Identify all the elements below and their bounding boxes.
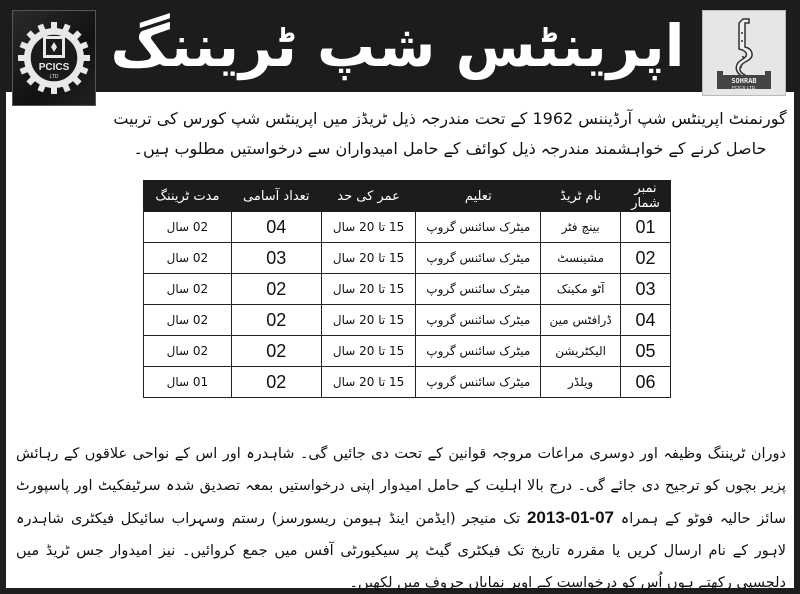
cell-age: 15 تا 20 سال	[321, 274, 416, 305]
svg-text:PCICS LTD.: PCICS LTD.	[731, 85, 757, 90]
cell-age: 15 تا 20 سال	[321, 367, 416, 398]
cell-posts: 02	[231, 336, 321, 367]
intro-line-1: گورنمنٹ اپرینٹس شپ آرڈیننس 1962 کے تحت مندرجہ ذیل ٹریڈز میں اپرینٹس شپ کورس کی تربیت	[113, 109, 787, 128]
header-duration: مدت ٹریننگ	[144, 181, 232, 212]
table-row	[144, 212, 671, 243]
svg-text:SOHRAB: SOHRAB	[731, 77, 757, 85]
cell-posts: 02	[231, 305, 321, 336]
intro-line-2: حاصل کرنے کے خواہشمند مندرجہ ذیل کوائف کے حامل امیدواران سے درخواستیں مطلوب ہیں۔	[133, 139, 767, 158]
pcics-logo	[12, 10, 96, 106]
svg-text:LTD: LTD	[49, 74, 59, 80]
cell-serial: 02	[621, 243, 671, 274]
header-trade: نام ٹریڈ	[541, 181, 621, 212]
gear-icon	[16, 20, 92, 96]
cell-posts: 03	[231, 243, 321, 274]
cell-education: میٹرک سائنس گروپ	[416, 274, 541, 305]
cell-serial: 01	[621, 212, 671, 243]
cell-trade: ڈرافٹس مین	[541, 305, 621, 336]
trades-table-container	[143, 180, 671, 398]
table-row	[144, 243, 671, 274]
cell-duration: 01 سال	[144, 367, 232, 398]
cell-duration: 02 سال	[144, 212, 232, 243]
trades-table	[143, 180, 671, 398]
header-banner	[0, 0, 800, 92]
cell-age: 15 تا 20 سال	[321, 336, 416, 367]
terms-paragraph	[16, 438, 786, 594]
header-serial: نمبر شمار	[621, 181, 671, 212]
intro-paragraph	[110, 104, 790, 164]
sohrab-logo	[702, 10, 786, 96]
cell-trade: الیکٹریشن	[541, 336, 621, 367]
cell-posts: 02	[231, 367, 321, 398]
table-row	[144, 367, 671, 398]
table-row	[144, 274, 671, 305]
cell-age: 15 تا 20 سال	[321, 212, 416, 243]
cell-duration: 02 سال	[144, 274, 232, 305]
cell-trade: مشینسٹ	[541, 243, 621, 274]
terms-text-part-2: تک منیجر (ایڈمن اینڈ ہیومن ریسورسز) رستم وسہراب سائیکل فیکٹری شاہدرہ لاہور کے نام ارسال کریں یا مقررہ تاریخ تک فیکٹری گیٹ پر سیکیورٹی آفس میں جمع کروائیں۔ نیز امیدوار جس ٹریڈ میں دلچسپی رکھتے ہوں اُس کو درخواست کے اوپر نمایاں حروف میں لکھیں۔	[16, 511, 786, 591]
cell-age: 15 تا 20 سال	[321, 243, 416, 274]
table-header-row	[144, 181, 671, 212]
seahorse-icon	[709, 13, 779, 93]
cell-duration: 02 سال	[144, 336, 232, 367]
cell-duration: 02 سال	[144, 243, 232, 274]
cell-serial: 06	[621, 367, 671, 398]
svg-text:PCICS: PCICS	[38, 62, 70, 73]
cell-trade: ویلڈر	[541, 367, 621, 398]
cell-education: میٹرک سائنس گروپ	[416, 305, 541, 336]
cell-trade: بینچ فٹر	[541, 212, 621, 243]
cell-duration: 02 سال	[144, 305, 232, 336]
cell-education: میٹرک سائنس گروپ	[416, 212, 541, 243]
header-age: عمر کی حد	[321, 181, 416, 212]
cell-serial: 04	[621, 305, 671, 336]
table-row	[144, 305, 671, 336]
cell-education: میٹرک سائنس گروپ	[416, 336, 541, 367]
deadline-date: 07-01-2013	[526, 508, 614, 527]
terms-text-part-1: دوران ٹریننگ وظیفہ اور دوسری مراعات مروجہ قوانین کے تحت دی جائیں گی۔ شاہدرہ اور اس کے نواحی علاقوں کے رہائش پزیر بچوں کو ترجیح دی جائے گی۔ درج بالا اہلیت کے حامل امیدوار اپنی درخواستیں بمعہ تصدیق شدہ سرٹیفکیٹ اور پاسپورٹ سائز حالیہ فوٹو کے ہمراہ	[16, 446, 786, 527]
ad-title: اپرینٹس شپ ٹریننگ	[110, 12, 685, 80]
cell-serial: 03	[621, 274, 671, 305]
table-row	[144, 336, 671, 367]
cell-education: میٹرک سائنس گروپ	[416, 367, 541, 398]
cell-education: میٹرک سائنس گروپ	[416, 243, 541, 274]
cell-trade: آٹو مکینک	[541, 274, 621, 305]
header-education: تعلیم	[416, 181, 541, 212]
cell-serial: 05	[621, 336, 671, 367]
cell-posts: 02	[231, 274, 321, 305]
cell-posts: 04	[231, 212, 321, 243]
cell-age: 15 تا 20 سال	[321, 305, 416, 336]
header-posts: تعداد آسامی	[231, 181, 321, 212]
